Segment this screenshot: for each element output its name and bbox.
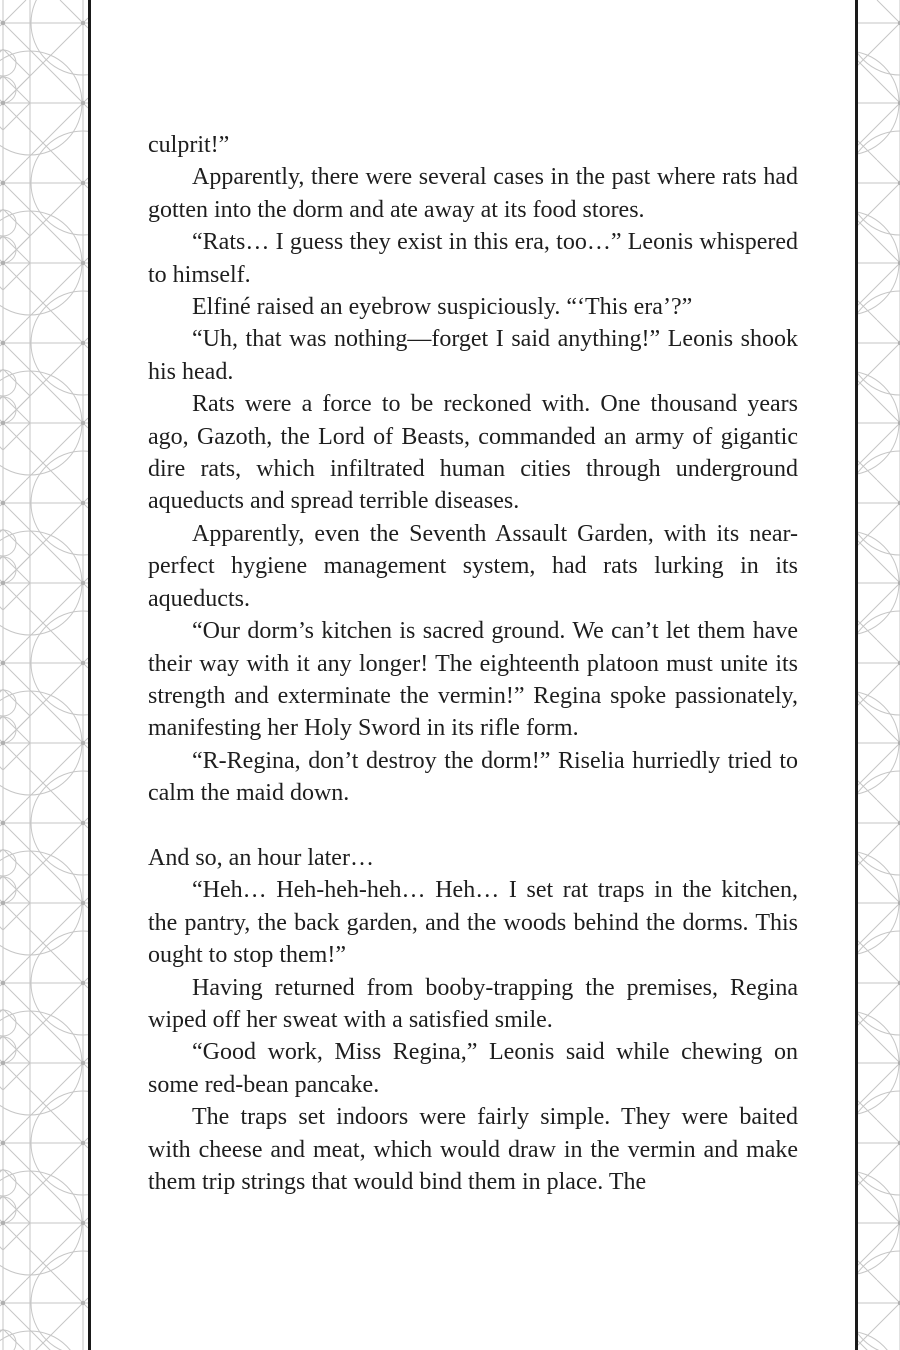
paragraph: Elfiné raised an eyebrow suspiciously. “‘This era’?” (192, 294, 693, 321)
paragraph: “Uh, that was nothing—forget I said anything!” Leonis shook his head. (148, 326, 798, 385)
text-block (148, 129, 798, 1198)
paragraph: culprit!” (148, 132, 230, 158)
ornament-border-right-pattern-icon (858, 0, 900, 1350)
page-rule-left (88, 0, 91, 1350)
paragraph: “Good work, Miss Regina,” Leonis said while chewing on some red-bean pancake. (148, 1039, 798, 1098)
paragraph: Having returned from booby-trapping the premises, Regina wiped off her sweat with a satisfied smile. (148, 974, 798, 1033)
paragraph: “Rats… I guess they exist in this era, too…” Leonis whispered to himself. (148, 229, 798, 288)
paragraph: Apparently, there were several cases in the past where rats had gotten into the dorm and ate away at its food stores. (148, 164, 798, 223)
paragraph: Rats were a force to be reckoned with. One thousand years ago, Gazoth, the Lord of Beasts, commanded an army of gigantic dire rats, which infiltrated human cities through underground aqueducts and spread terrible diseases. (148, 391, 798, 515)
paragraph: Apparently, even the Seventh Assault Garden, with its near-perfect hygiene management system, had rats lurking in its aqueducts. (148, 520, 798, 612)
paragraph: “Heh… Heh-heh-heh… Heh… I set rat traps in the kitchen, the pantry, the back garden, and the woods behind the dorms. This ought to stop them!” (148, 877, 798, 969)
paragraph: “Our dorm’s kitchen is sacred ground. We can’t let them have their way with it any longer! The eighteenth platoon must unite its strength and exterminate the vermin!” Regina spoke passionately, manifesting her Holy Sword in its rifle form. (148, 618, 798, 742)
paragraph: “R-Regina, don’t destroy the dorm!” Riselia hurriedly tried to calm the maid down. (148, 747, 798, 807)
paragraph: The traps set indoors were fairly simple. They were baited with cheese and meat, which would draw in the vermin and make them trip strings that would bind them in place. The (148, 1104, 798, 1195)
paragraph: And so, an hour later… (148, 844, 374, 871)
ornament-border-left-pattern-icon (0, 0, 88, 1350)
